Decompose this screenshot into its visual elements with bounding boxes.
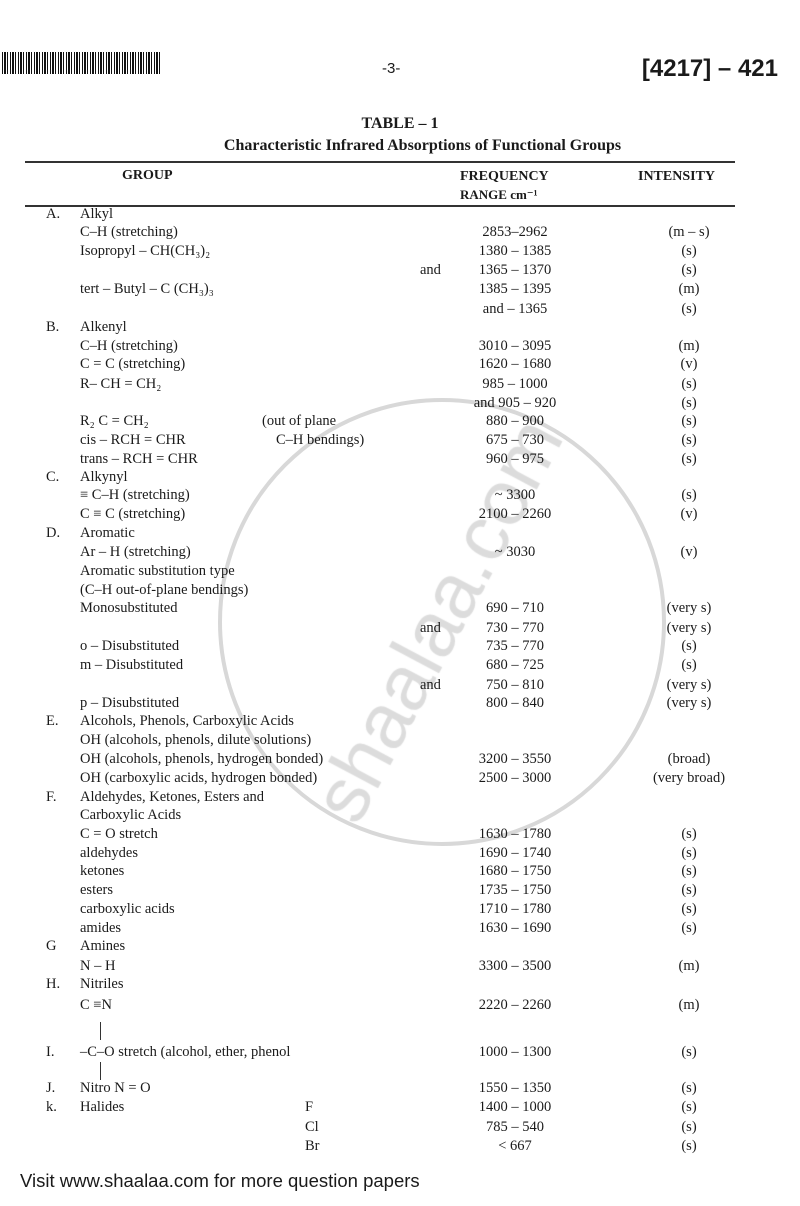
row-group: m – Disubstituted [80,657,184,673]
column-header-intensity: INTENSITY [638,169,716,184]
row-qualifier: and [420,677,441,693]
row-group: tert – Butyl – C (CH₃)₃ [80,281,214,297]
row-group: o – Disubstituted [80,638,180,654]
row-intensity: (s) [681,826,697,842]
row-group: cis – RCH = CHR [80,432,186,448]
row-frequency: and 905 – 920 [473,395,557,411]
row-group: Aldehydes, Ketones, Esters and [80,789,265,805]
row-frequency: 2220 – 2260 [478,997,552,1013]
column-header-frequency-unit: RANGE cm⁻¹ [460,187,538,202]
row-frequency: 1365 – 1370 [478,262,552,278]
row-frequency: 985 – 1000 [482,376,548,392]
row-intensity: (m) [678,281,700,297]
row-frequency: 880 – 900 [486,413,544,429]
row-frequency: 2853–2962 [482,224,548,240]
row-group: C ≡N [80,997,112,1013]
row-group: OH (alcohols, phenols, dilute solutions) [80,732,312,748]
row-frequency: 1630 – 1690 [478,920,552,936]
row-intensity: (s) [681,920,697,936]
row-frequency: 1620 – 1680 [478,356,552,372]
row-group: aldehydes [80,845,138,861]
row-frequency: 730 – 770 [486,620,544,636]
barcode [2,52,162,74]
row-frequency: 1680 – 1750 [478,863,552,879]
row-frequency: 785 – 540 [486,1119,544,1135]
row-group: ketones [80,863,125,879]
row-frequency: ~ 3300 [494,487,536,503]
bond-line-top [100,1022,101,1040]
row-group: Ar – H (stretching) [80,544,191,560]
table-subtitle: Characteristic Infrared Absorptions of Functional Groups [223,137,622,154]
row-group: Alkenyl [80,319,127,335]
row-group: OH (alcohols, phenols, hydrogen bonded) [80,751,324,767]
row-frequency: 3200 – 3550 [478,751,552,767]
row-intensity: (s) [681,1080,697,1096]
row-intensity: (very s) [666,600,712,616]
bond-line-bottom [100,1062,101,1080]
row-frequency: 1710 – 1780 [478,901,552,917]
row-intensity: (s) [681,1099,697,1115]
row-frequency: 1400 – 1000 [478,1099,552,1115]
row-frequency: 735 – 770 [486,638,544,654]
row-frequency: 1690 – 1740 [478,845,552,861]
row-intensity: (s) [681,863,697,879]
row-intensity: (s) [681,395,697,411]
row-frequency: and – 1365 [482,301,548,317]
row-letter: J. [46,1080,56,1096]
row-intensity: (s) [681,845,697,861]
row-group: Nitro N = O [80,1080,151,1096]
column-header-frequency: FREQUENCY [460,169,549,184]
row-frequency: 1735 – 1750 [478,882,552,898]
table-top-rule [25,161,735,163]
row-qualifier: Cl [305,1119,319,1135]
row-frequency: 1000 – 1300 [478,1044,552,1060]
row-intensity: (s) [681,1138,697,1154]
row-group: Monosubstituted [80,600,178,616]
row-group: Nitriles [80,976,124,992]
row-frequency: 690 – 710 [486,600,544,616]
row-intensity: (v) [680,506,698,522]
row-intensity: (s) [681,901,697,917]
row-qualifier: C–H bendings) [276,432,365,448]
row-group: OH (carboxylic acids, hydrogen bonded) [80,770,318,786]
row-group: –C–O stretch (alcohol, ether, phenol [80,1044,291,1060]
row-group: Aromatic [80,525,135,541]
row-group: Halides [80,1099,125,1115]
row-group: Alcohols, Phenols, Carboxylic Acids [80,713,294,729]
row-frequency: 750 – 810 [486,677,544,693]
row-intensity: (m) [678,958,700,974]
row-intensity: (broad) [667,751,711,767]
page-number: -3- [382,60,401,77]
row-frequency: 1630 – 1780 [478,826,552,842]
row-intensity: (s) [681,882,697,898]
row-group: Carboxylic Acids [80,807,182,823]
row-letter: E. [46,713,59,729]
footer-text: Visit www.shaalaa.com for more question papers [20,1170,420,1191]
row-frequency: 3300 – 3500 [478,958,552,974]
row-frequency: 960 – 975 [486,451,544,467]
row-frequency: 2500 – 3000 [478,770,552,786]
column-header-group: GROUP [122,168,173,183]
paper-code: [4217] – 421 [641,55,778,82]
row-intensity: (v) [680,356,698,372]
row-intensity: (very s) [666,695,712,711]
row-group: R– CH = CH₂ [80,376,162,392]
row-intensity: (s) [681,432,697,448]
row-group: C–H (stretching) [80,338,178,354]
row-group: trans – RCH = CHR [80,451,198,467]
row-qualifier: and [420,620,441,636]
table-header-rule [25,205,735,207]
row-qualifier: and [420,262,441,278]
row-letter: G [46,938,57,954]
row-frequency: < 667 [498,1138,532,1154]
row-group: Amines [80,938,126,954]
row-group: (C–H out-of-plane bendings) [80,582,249,598]
row-group: Alkynyl [80,469,128,485]
row-qualifier: (out of plane [262,413,337,429]
row-intensity: (very s) [666,677,712,693]
row-letter: D. [46,525,61,541]
row-frequency: 800 – 840 [486,695,544,711]
row-frequency: 3010 – 3095 [478,338,552,354]
row-letter: F. [46,789,57,805]
row-intensity: (s) [681,1119,697,1135]
row-frequency: 675 – 730 [486,432,544,448]
row-group: C = C (stretching) [80,356,186,372]
row-intensity: (s) [681,638,697,654]
row-intensity: (m) [678,997,700,1013]
row-group: esters [80,882,114,898]
row-intensity: (s) [681,413,697,429]
row-letter: H. [46,976,61,992]
row-group: C–H (stretching) [80,224,178,240]
row-group: Aromatic substitution type [80,563,235,579]
row-group: C ≡ C (stretching) [80,506,186,522]
row-intensity: (s) [681,243,697,259]
row-letter: I. [46,1044,55,1060]
row-frequency: ~ 3030 [494,544,536,560]
row-frequency: 2100 – 2260 [478,506,552,522]
row-letter: B. [46,319,60,335]
row-qualifier: Br [305,1138,320,1154]
row-intensity: (m) [678,338,700,354]
row-intensity: (very s) [666,620,712,636]
row-qualifier: F [305,1099,314,1115]
row-intensity: (s) [681,487,697,503]
row-frequency: 1380 – 1385 [478,243,552,259]
row-group: R₂ C = CH₂ [80,413,149,429]
row-group: amides [80,920,122,936]
row-intensity: (m – s) [668,224,710,240]
row-intensity: (s) [681,262,697,278]
row-group: C = O stretch [80,826,158,842]
row-letter: C. [46,469,60,485]
row-group: carboxylic acids [80,901,175,917]
row-letter: k. [46,1099,57,1115]
row-intensity: (s) [681,301,697,317]
row-intensity: (very broad) [652,770,726,786]
row-frequency: 1385 – 1395 [478,281,552,297]
row-group: p – Disubstituted [80,695,180,711]
row-frequency: 680 – 725 [486,657,544,673]
row-intensity: (v) [680,544,698,560]
row-group: Alkyl [80,206,114,222]
row-group: ≡ C–H (stretching) [80,487,190,503]
row-intensity: (s) [681,1044,697,1060]
row-group: Isopropyl – CH(CH₃)₂ [80,243,211,259]
row-intensity: (s) [681,376,697,392]
row-intensity: (s) [681,451,697,467]
table-title: TABLE – 1 [361,115,439,132]
row-letter: A. [46,206,61,222]
row-group: N – H [80,958,116,974]
row-intensity: (s) [681,657,697,673]
row-frequency: 1550 – 1350 [478,1080,552,1096]
